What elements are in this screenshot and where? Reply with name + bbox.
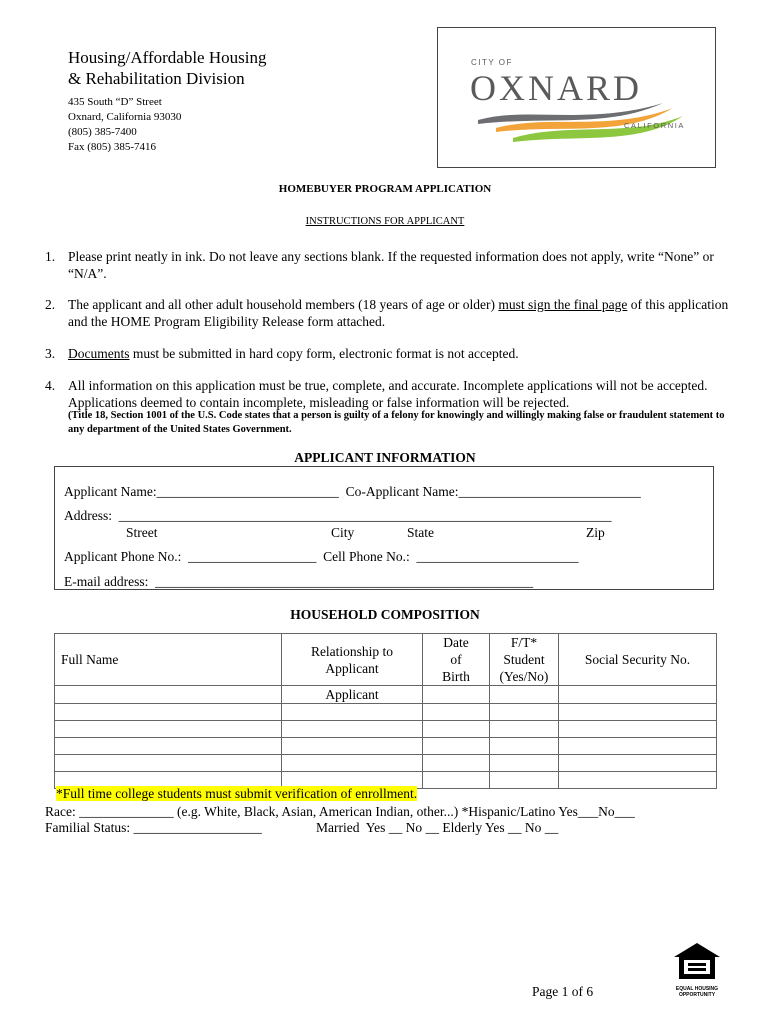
cell-ssn[interactable] — [559, 755, 717, 772]
col-ft-student — [490, 634, 559, 686]
col-ft-line: Student — [503, 652, 545, 667]
instructions-heading: INSTRUCTIONS FOR APPLICANT — [305, 216, 465, 227]
cell-full-name[interactable] — [55, 755, 282, 772]
form-title: HOMEBUYER PROGRAM APPLICATION — [278, 183, 492, 195]
col-dob-line: of — [450, 652, 462, 667]
equal-housing-text — [672, 986, 722, 998]
equal-housing-line: OPPORTUNITY — [678, 992, 716, 998]
cell-ssn[interactable] — [559, 704, 717, 721]
instruction-number: 4. — [45, 378, 56, 393]
household-table — [54, 633, 717, 789]
col-relationship-line: Applicant — [325, 660, 379, 676]
address-city: Oxnard, California 93030 — [68, 111, 182, 123]
instruction-text — [68, 296, 738, 330]
cell-ft-student[interactable] — [490, 721, 559, 738]
cell-full-name[interactable] — [55, 738, 282, 755]
email-field-line[interactable]: E-mail address: ________________________________________________________ — [64, 574, 534, 589]
address-field-line[interactable]: Address: _________________________________________________________________________ — [64, 508, 612, 523]
logo-city-of: CITY OF — [471, 58, 513, 67]
equal-housing-logo — [672, 941, 722, 997]
col-relationship — [282, 634, 423, 686]
cell-relationship[interactable] — [282, 704, 423, 721]
instruction-text-part: The applicant and all other adult household members (18 years of age or older) — [68, 297, 499, 312]
equal-housing-line: EQUAL HOUSING — [675, 986, 719, 992]
logo-oxnard: OXNARD — [470, 68, 643, 108]
cell-ft-student[interactable] — [490, 755, 559, 772]
table-row[interactable] — [55, 686, 717, 704]
address-city-label: City — [331, 525, 355, 540]
instruction-text: Please print neatly in ink. Do not leave any sections blank. If the requested information does not apply, write “None” or “N/A”. — [68, 249, 714, 281]
student-footnote — [56, 786, 417, 802]
division-line-1: Housing/Affordable Housing — [68, 48, 267, 67]
division-name — [68, 47, 266, 89]
instruction-emphasis: must sign the final page — [498, 297, 628, 312]
phone-number: (805) 385-7400 — [68, 126, 137, 138]
cell-full-name[interactable] — [55, 721, 282, 738]
table-header-row — [55, 634, 717, 686]
phone-fields-line[interactable]: Applicant Phone No.: ___________________ Cell Phone No.: ________________________ — [64, 549, 579, 564]
col-ssn: Social Security No. — [559, 634, 717, 686]
table-row[interactable] — [55, 721, 717, 738]
col-ft-line: (Yes/No) — [499, 669, 549, 684]
address-street: 435 South “D” Street — [68, 96, 162, 108]
cell-dob[interactable] — [423, 721, 490, 738]
table-row[interactable] — [55, 738, 717, 755]
cell-dob[interactable] — [423, 772, 490, 789]
cell-dob[interactable] — [423, 704, 490, 721]
instruction-text: All information on this application must be true, complete, and accurate. Incomplete applications will not be accepted. Applications deemed to contain incomplete, misleading or false information will be rejected. — [68, 378, 708, 410]
address-zip-label: Zip — [586, 525, 605, 540]
cell-ssn[interactable] — [559, 686, 717, 704]
col-dob — [423, 634, 490, 686]
cell-ssn[interactable] — [559, 738, 717, 755]
cell-relationship[interactable] — [282, 755, 423, 772]
cell-ssn[interactable] — [559, 772, 717, 789]
student-footnote-text: *Full time college students must submit verification of enrollment. — [56, 786, 418, 801]
office-address — [68, 95, 181, 155]
cell-ft-student[interactable] — [490, 686, 559, 704]
applicant-relationship: Applicant — [325, 687, 379, 702]
cell-relationship[interactable] — [282, 721, 423, 738]
instruction-text-part: must be submitted in hard copy form, electronic format is not accepted. — [129, 346, 519, 361]
col-ft-line: F/T* — [510, 635, 538, 650]
name-fields-line[interactable]: Applicant Name:___________________________ Co-Applicant Name:___________________________ — [64, 484, 641, 499]
address-state-label: State — [407, 525, 434, 540]
oxnard-logo-graphic — [438, 28, 715, 167]
address-street-label: Street — [126, 525, 158, 540]
logo-california: CALIFORNIA — [624, 121, 686, 130]
page-number: Page 1 of 6 — [532, 984, 594, 999]
cell-full-name[interactable] — [55, 686, 282, 704]
marital-elderly-options[interactable]: Married Yes __ No __ Elderly Yes __ No __ — [316, 820, 559, 835]
table-row[interactable] — [55, 755, 717, 772]
race-field-line[interactable]: Race: ______________ (e.g. White, Black, Asian, American Indian, other...) *Hispanic/Latino Yes___No___ — [45, 804, 635, 819]
household-heading: HOUSEHOLD COMPOSITION — [290, 607, 480, 622]
fax-number: Fax (805) 385-7416 — [68, 141, 156, 153]
instruction-text-part: of this application and the HOME Program Eligibility Release form attached. — [68, 297, 729, 329]
instruction-number: 3. — [45, 346, 56, 361]
cell-dob[interactable] — [423, 686, 490, 704]
cell-dob[interactable] — [423, 755, 490, 772]
col-relationship-line: Relationship to — [310, 643, 394, 659]
applicant-info-heading: APPLICANT INFORMATION — [294, 450, 476, 465]
city-logo — [437, 27, 716, 168]
cell-ft-student[interactable] — [490, 772, 559, 789]
cell-ssn[interactable] — [559, 721, 717, 738]
col-dob-line: Date — [443, 635, 469, 650]
equal-housing-icon — [672, 941, 722, 981]
instruction-emphasis: Documents — [68, 346, 130, 361]
col-full-name: Full Name — [55, 634, 282, 686]
instruction-number: 1. — [45, 249, 56, 264]
legal-note: (Title 18, Section 1001 of the U.S. Code states that a person is guilty of a felony for knowingly and willingly making false or fraudulent statement to any department of the United States Government. — [68, 410, 725, 435]
division-line-2: & Rehabilitation Division — [68, 69, 245, 88]
instruction-text — [68, 345, 738, 362]
instruction-number: 2. — [45, 297, 56, 312]
table-row[interactable] — [55, 704, 717, 721]
col-dob-line: Birth — [442, 669, 470, 684]
familial-status-field[interactable]: Familial Status: ___________________ — [45, 820, 262, 835]
cell-full-name[interactable] — [55, 704, 282, 721]
cell-ft-student[interactable] — [490, 738, 559, 755]
cell-relationship[interactable] — [282, 686, 423, 704]
cell-ft-student[interactable] — [490, 704, 559, 721]
cell-relationship[interactable] — [282, 738, 423, 755]
cell-dob[interactable] — [423, 738, 490, 755]
